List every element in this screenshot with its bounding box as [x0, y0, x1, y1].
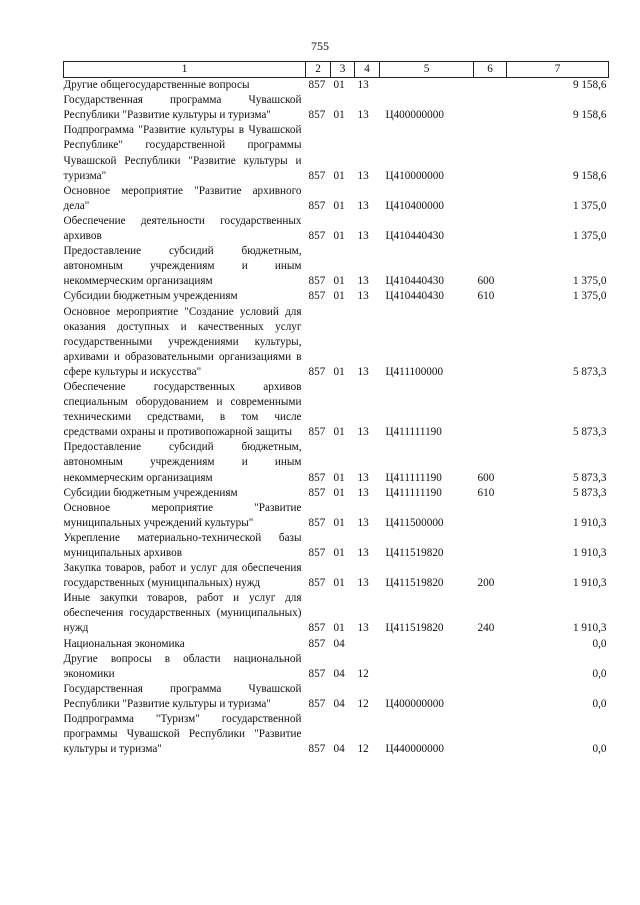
row-ministry-code: 857 [308, 365, 326, 378]
row-amount: 0,0 [592, 743, 607, 756]
row-ministry-code: 857 [308, 637, 326, 650]
row-ministry-code: 857 [308, 516, 326, 529]
row-amount: 0,0 [592, 697, 607, 710]
row-subsection: 13 [357, 365, 369, 378]
row-description: Национальная экономика [63, 637, 185, 650]
row-target-article: Ц411111190 [385, 426, 442, 439]
row-subsection: 13 [357, 79, 369, 92]
row-amount: 1 375,0 [572, 290, 607, 303]
budget-table [63, 61, 609, 757]
row-description: Предоставление субсидий бюджетным, автономным учреждениям и иным некоммерческим организациям [63, 245, 302, 288]
row-expense-type [474, 682, 507, 712]
row-section: 01 [333, 275, 345, 288]
column-header: 6 [474, 62, 507, 78]
row-description: Закупка товаров, работ и услуг для обеспечения государственных (муниципальных) нужд [63, 562, 302, 590]
row-subsection: 12 [357, 697, 369, 710]
table-row [64, 682, 609, 712]
row-ministry-code: 857 [308, 275, 326, 288]
row-section: 04 [333, 743, 345, 756]
column-header: 3 [331, 62, 355, 78]
row-amount: 1 910,3 [572, 516, 607, 529]
row-amount: 1 910,3 [572, 622, 607, 635]
table-row [64, 591, 609, 636]
row-target-article: Ц400000000 [385, 697, 444, 710]
table-row [64, 78, 609, 94]
row-ministry-code: 857 [308, 697, 326, 710]
page-number: 755 [311, 39, 329, 53]
row-ministry-code: 857 [308, 667, 326, 680]
table-row [64, 184, 609, 214]
row-expense-type [474, 123, 507, 183]
row-target-article: Ц411519820 [385, 577, 444, 590]
row-description: Субсидии бюджетным учреждениям [63, 486, 238, 499]
row-expense-type [474, 712, 507, 757]
row-amount: 0,0 [592, 667, 607, 680]
row-section: 01 [333, 230, 345, 243]
row-amount: 5 873,3 [572, 365, 607, 378]
row-amount: 0,0 [592, 637, 607, 650]
row-subsection [355, 637, 380, 652]
row-section: 04 [333, 637, 345, 650]
row-ministry-code: 857 [308, 622, 326, 635]
table-row [64, 123, 609, 183]
table-row [64, 501, 609, 531]
column-header: 4 [355, 62, 380, 78]
row-target-article: Ц411519820 [385, 547, 444, 559]
table-body [64, 78, 609, 758]
row-section: 01 [333, 622, 345, 635]
row-section: 01 [333, 516, 345, 529]
row-ministry-code: 857 [308, 169, 326, 182]
row-subsection: 13 [357, 622, 369, 635]
table-row [64, 305, 609, 380]
row-target-article: Ц410440430 [385, 290, 444, 303]
row-ministry-code: 857 [308, 199, 326, 212]
row-section: 01 [333, 290, 345, 303]
row-expense-type: 600 [477, 471, 495, 484]
row-expense-type [474, 93, 507, 123]
row-target-article: Ц411100000 [385, 365, 444, 378]
row-section: 01 [333, 199, 345, 212]
row-subsection: 13 [357, 516, 369, 529]
row-subsection: 13 [357, 109, 369, 122]
row-section: 01 [333, 109, 345, 122]
table-row [64, 380, 609, 440]
row-expense-type: 610 [477, 486, 495, 499]
row-target-article: Ц411500000 [385, 516, 444, 529]
row-description: Государственная программа Чувашской Республики "Развитие культуры и туризма" [63, 94, 302, 122]
row-amount: 1 375,0 [572, 275, 607, 288]
table-row [64, 561, 609, 591]
row-description: Основное мероприятие "Создание условий для оказания доступных и качественных услуг государственными учреждениями культуры, архивами и образовательными организациями в сфере культуры и искусства" [63, 305, 302, 378]
row-expense-type [474, 501, 507, 531]
row-expense-type [474, 214, 507, 244]
row-expense-type: 200 [477, 577, 495, 590]
row-subsection: 13 [357, 547, 369, 559]
row-description: Основное мероприятие "Развитие архивного дела" [63, 184, 302, 212]
row-ministry-code: 857 [308, 290, 326, 303]
row-section: 01 [333, 365, 345, 378]
table-row [64, 289, 609, 304]
row-section: 04 [333, 667, 345, 680]
row-amount: 5 873,3 [572, 471, 607, 484]
column-header: 1 [64, 62, 306, 78]
row-subsection: 13 [357, 290, 369, 303]
row-subsection: 12 [357, 667, 369, 680]
row-ministry-code: 857 [308, 577, 326, 590]
row-expense-type: 600 [477, 275, 495, 288]
row-target-article: Ц411111190 [385, 486, 442, 499]
row-ministry-code: 857 [308, 426, 326, 439]
row-section: 01 [333, 486, 345, 499]
row-target-article [380, 652, 474, 682]
row-amount: 9 158,6 [572, 109, 607, 122]
row-description: Государственная программа Чувашской Республики "Развитие культуры и туризма" [63, 682, 302, 710]
row-amount: 1 910,3 [572, 547, 607, 559]
row-section: 04 [333, 697, 345, 710]
row-subsection: 13 [357, 230, 369, 243]
column-header: 5 [380, 62, 474, 78]
row-description: Другие общегосударственные вопросы [63, 79, 250, 92]
table-row [64, 244, 609, 289]
row-target-article: Ц411111190 [385, 471, 442, 484]
row-subsection: 13 [357, 426, 369, 439]
row-expense-type: 240 [477, 622, 495, 635]
row-description: Субсидии бюджетным учреждениям [63, 290, 238, 303]
row-subsection: 13 [357, 486, 369, 499]
row-description: Основное мероприятие "Развитие муниципальных учреждений культуры" [63, 501, 302, 529]
row-description: Укрепление материально-технической базы муниципальных архивов [63, 531, 302, 559]
row-ministry-code: 857 [308, 79, 326, 92]
row-target-article: Ц410440430 [385, 230, 444, 243]
row-expense-type [474, 531, 507, 561]
row-ministry-code: 857 [308, 486, 326, 499]
row-description: Иные закупки товаров, работ и услуг для обеспечения государственных (муниципальных) нужд [63, 592, 302, 635]
row-amount: 9 158,6 [572, 169, 607, 182]
row-amount: 1 375,0 [572, 199, 607, 212]
row-target-article: Ц400000000 [385, 109, 444, 122]
row-subsection: 13 [357, 169, 369, 182]
row-ministry-code: 857 [308, 547, 326, 559]
table-row [64, 712, 609, 757]
table-row [64, 214, 609, 244]
row-subsection: 13 [357, 577, 369, 590]
row-section: 01 [333, 169, 345, 182]
row-expense-type [474, 637, 507, 652]
row-ministry-code: 857 [308, 743, 326, 756]
table-row [64, 440, 609, 485]
table-row [64, 531, 609, 561]
row-target-article: Ц440000000 [385, 743, 444, 756]
row-target-article: Ц411519820 [385, 622, 444, 635]
row-amount: 9 158,6 [572, 79, 607, 92]
row-amount: 5 873,3 [572, 426, 607, 439]
row-amount: 1 910,3 [572, 577, 607, 590]
row-expense-type [474, 652, 507, 682]
row-description: Обеспечение государственных архивов специальным оборудованием и современными техническими средствами, в том числе средствами охраны и противопожарной защиты [63, 380, 302, 439]
row-target-article [380, 78, 474, 94]
row-subsection: 13 [357, 199, 369, 212]
row-target-article: Ц410440430 [385, 275, 444, 288]
row-expense-type [474, 305, 507, 380]
row-description: Другие вопросы в области национальной экономики [63, 652, 302, 680]
row-target-article [380, 637, 474, 652]
row-description: Обеспечение деятельности государственных архивов [63, 214, 302, 243]
table-row [64, 93, 609, 123]
row-section: 01 [333, 577, 345, 590]
row-target-article: Ц410000000 [385, 169, 444, 182]
row-expense-type [474, 78, 507, 94]
row-expense-type [474, 184, 507, 214]
row-ministry-code: 857 [308, 230, 326, 243]
row-subsection: 13 [357, 471, 369, 484]
row-amount: 5 873,3 [572, 486, 607, 499]
row-description: Предоставление субсидий бюджетным, автономным учреждениям и иным некоммерческим организациям [63, 441, 302, 484]
row-section: 01 [333, 79, 345, 92]
row-section: 01 [333, 547, 345, 559]
row-subsection: 13 [357, 275, 369, 288]
row-description: Подпрограмма "Развитие культуры в Чувашской Республике" государственной программы Чувашской Республики "Развитие культуры и туризма" [63, 124, 302, 182]
row-expense-type: 610 [477, 290, 495, 303]
row-expense-type [474, 380, 507, 440]
row-ministry-code: 857 [308, 471, 326, 484]
row-section: 01 [333, 471, 345, 484]
table-row [64, 637, 609, 652]
row-subsection: 12 [357, 743, 369, 756]
row-section: 01 [333, 426, 345, 439]
row-description: Подпрограмма "Туризм" государственной программы Чувашской Республики "Развитие культуры и туризма" [63, 713, 302, 756]
row-amount: 1 375,0 [572, 230, 607, 243]
row-target-article: Ц410400000 [385, 199, 444, 212]
table-row [64, 652, 609, 682]
column-header: 2 [306, 62, 331, 78]
table-header-row [64, 62, 609, 78]
table-row [64, 486, 609, 501]
row-ministry-code: 857 [308, 109, 326, 122]
column-header: 7 [507, 62, 609, 78]
